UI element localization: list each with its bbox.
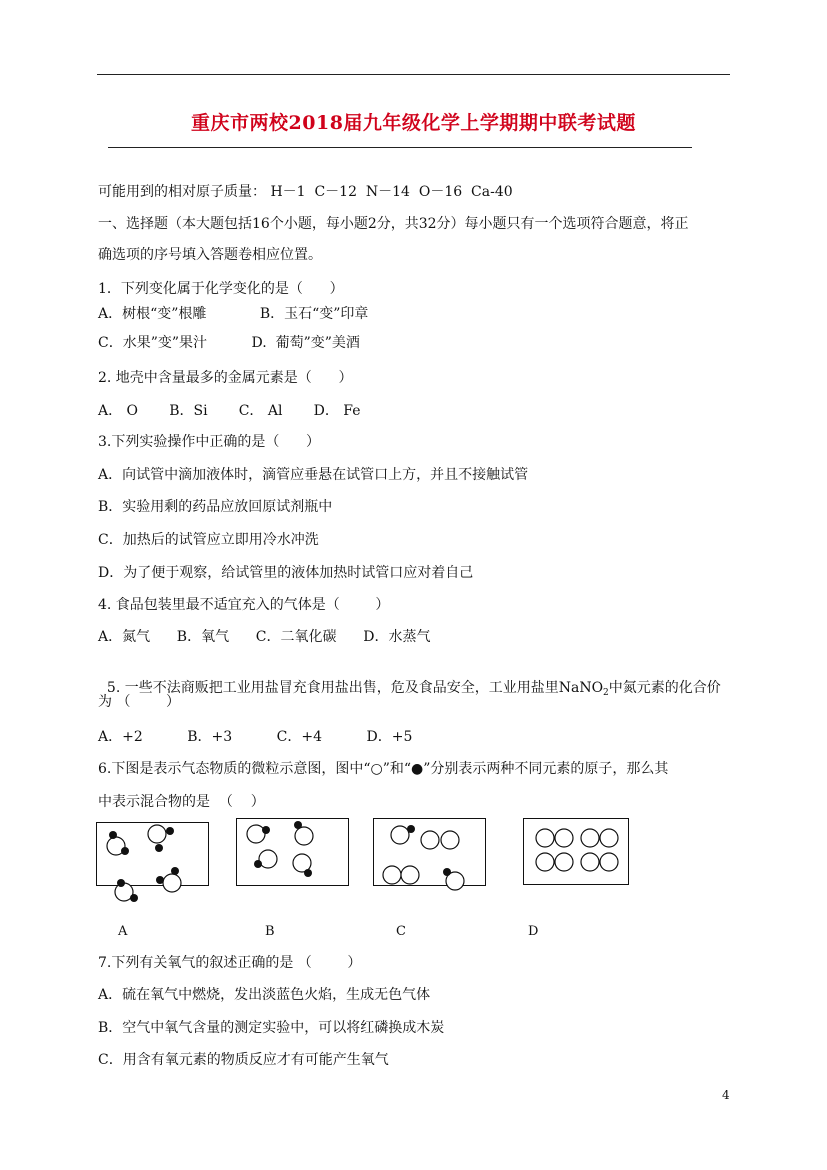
black-atom — [171, 867, 179, 875]
white-atom — [581, 853, 599, 871]
black-atom — [254, 860, 262, 868]
white-atom — [383, 866, 401, 884]
black-atom — [117, 879, 125, 887]
section-heading-line2: 确选项的序号填入答题卷相应位置。 — [98, 247, 322, 263]
q1-options-row1: A．树根“变”根雕 B．玉石“变”印章 — [98, 306, 369, 322]
q6-stem-line1: 6.下图是表示气态物质的微粒示意图，图中“○”和“●”分别表示两种不同元素的原子，那么其 — [98, 761, 669, 777]
white-atom — [600, 829, 618, 847]
q3-option-c: C．加热后的试管应立即用冷水冲洗 — [98, 532, 319, 548]
atomic-masses: 可能用到的相对原子质量： H－1 C－12 N－14 O－16 Ca-40 — [98, 184, 513, 200]
black-atom — [156, 876, 164, 884]
q1-stem: 1．下列变化属于化学变化的是（ ） — [98, 281, 344, 297]
white-atom — [247, 825, 265, 843]
q7-stem: 7.下列有关氧气的叙述正确的是 （ ） — [98, 955, 362, 971]
q2-stem: 2. 地壳中含量最多的金属元素是（ ） — [98, 370, 353, 386]
black-atom — [155, 844, 163, 852]
white-atom — [421, 831, 439, 849]
q5-formula: NaNO — [558, 680, 604, 696]
black-atom — [109, 831, 117, 839]
q4-options: A．氮气 B．氧气 C．二氧化碳 D．水蒸气 — [98, 629, 431, 645]
q3-stem: 3.下列实验操作中正确的是（ ） — [98, 434, 321, 450]
white-atom — [163, 874, 181, 892]
black-atom — [166, 827, 174, 835]
diagram-label-d: D — [528, 924, 539, 939]
q2-options: A． O B．Si C． Al D． Fe — [98, 403, 361, 419]
q5-formula-subscript: 2 — [603, 688, 609, 698]
white-atom — [391, 826, 409, 844]
q5-options: A．+2 B．+3 C．+4 D．+5 — [98, 729, 413, 745]
white-atom — [555, 829, 573, 847]
black-atom — [294, 821, 302, 829]
black-atom — [443, 868, 451, 876]
black-atom — [130, 894, 138, 902]
q3-option-d: D．为了便于观察，给试管里的液体加热时试管口应对着自己 — [98, 565, 474, 581]
q5-stem-post: 中氮元素的化合价 — [608, 680, 721, 696]
white-atom — [536, 853, 554, 871]
diagram-label-a: A — [118, 924, 128, 939]
white-atom — [581, 829, 599, 847]
page-number: 4 — [722, 1088, 730, 1102]
diagram-label-c: C — [396, 924, 406, 939]
q5-stem-pre: 5. 一些不法商贩把工业用盐冒充食用盐出售，危及食品安全，工业用盐里 — [106, 680, 559, 696]
white-atom — [536, 829, 554, 847]
black-atom — [407, 825, 415, 833]
q1-options-row2: C．水果”变”果汁 D. 葡萄”变”美酒 — [98, 335, 360, 351]
section-heading-line1: 一、选择题（本大题包括16个小题，每小题2分，共32分）每小题只有一个选项符合题意，将正 — [98, 216, 689, 232]
q3-option-b: B．实验用剩的药品应放回原试剂瓶中 — [98, 499, 333, 515]
white-atom — [401, 866, 419, 884]
black-atom — [121, 847, 129, 855]
white-atom — [600, 853, 618, 871]
page-title: 重庆市两校2018届九年级化学上学期期中联考试题 — [191, 112, 636, 134]
diagram-label-b: B — [265, 924, 275, 939]
white-atom — [555, 853, 573, 871]
q4-stem: 4. 食品包装里最不适宜充入的气体是（ ） — [98, 597, 390, 613]
q7-option-b: B．空气中氧气含量的测定实验中，可以将红磷换成木炭 — [98, 1020, 445, 1036]
white-atom — [148, 825, 166, 843]
white-atom — [295, 827, 313, 845]
black-atom — [304, 869, 312, 877]
q7-option-c: C．用含有氧元素的物质反应才有可能产生氧气 — [98, 1052, 389, 1068]
q7-option-a: A．硫在氧气中燃烧，发出淡蓝色火焰，生成无色气体 — [98, 987, 431, 1003]
q3-option-a: A．向试管中滴加液体时，滴管应垂悬在试管口上方，并且不接触试管 — [98, 467, 529, 483]
q5-stem-line2: 为 （ ） — [98, 694, 181, 710]
black-atom — [262, 826, 270, 834]
q6-stem-line2: 中表示混合物的是 （ ） — [98, 794, 265, 810]
white-atom — [441, 831, 459, 849]
